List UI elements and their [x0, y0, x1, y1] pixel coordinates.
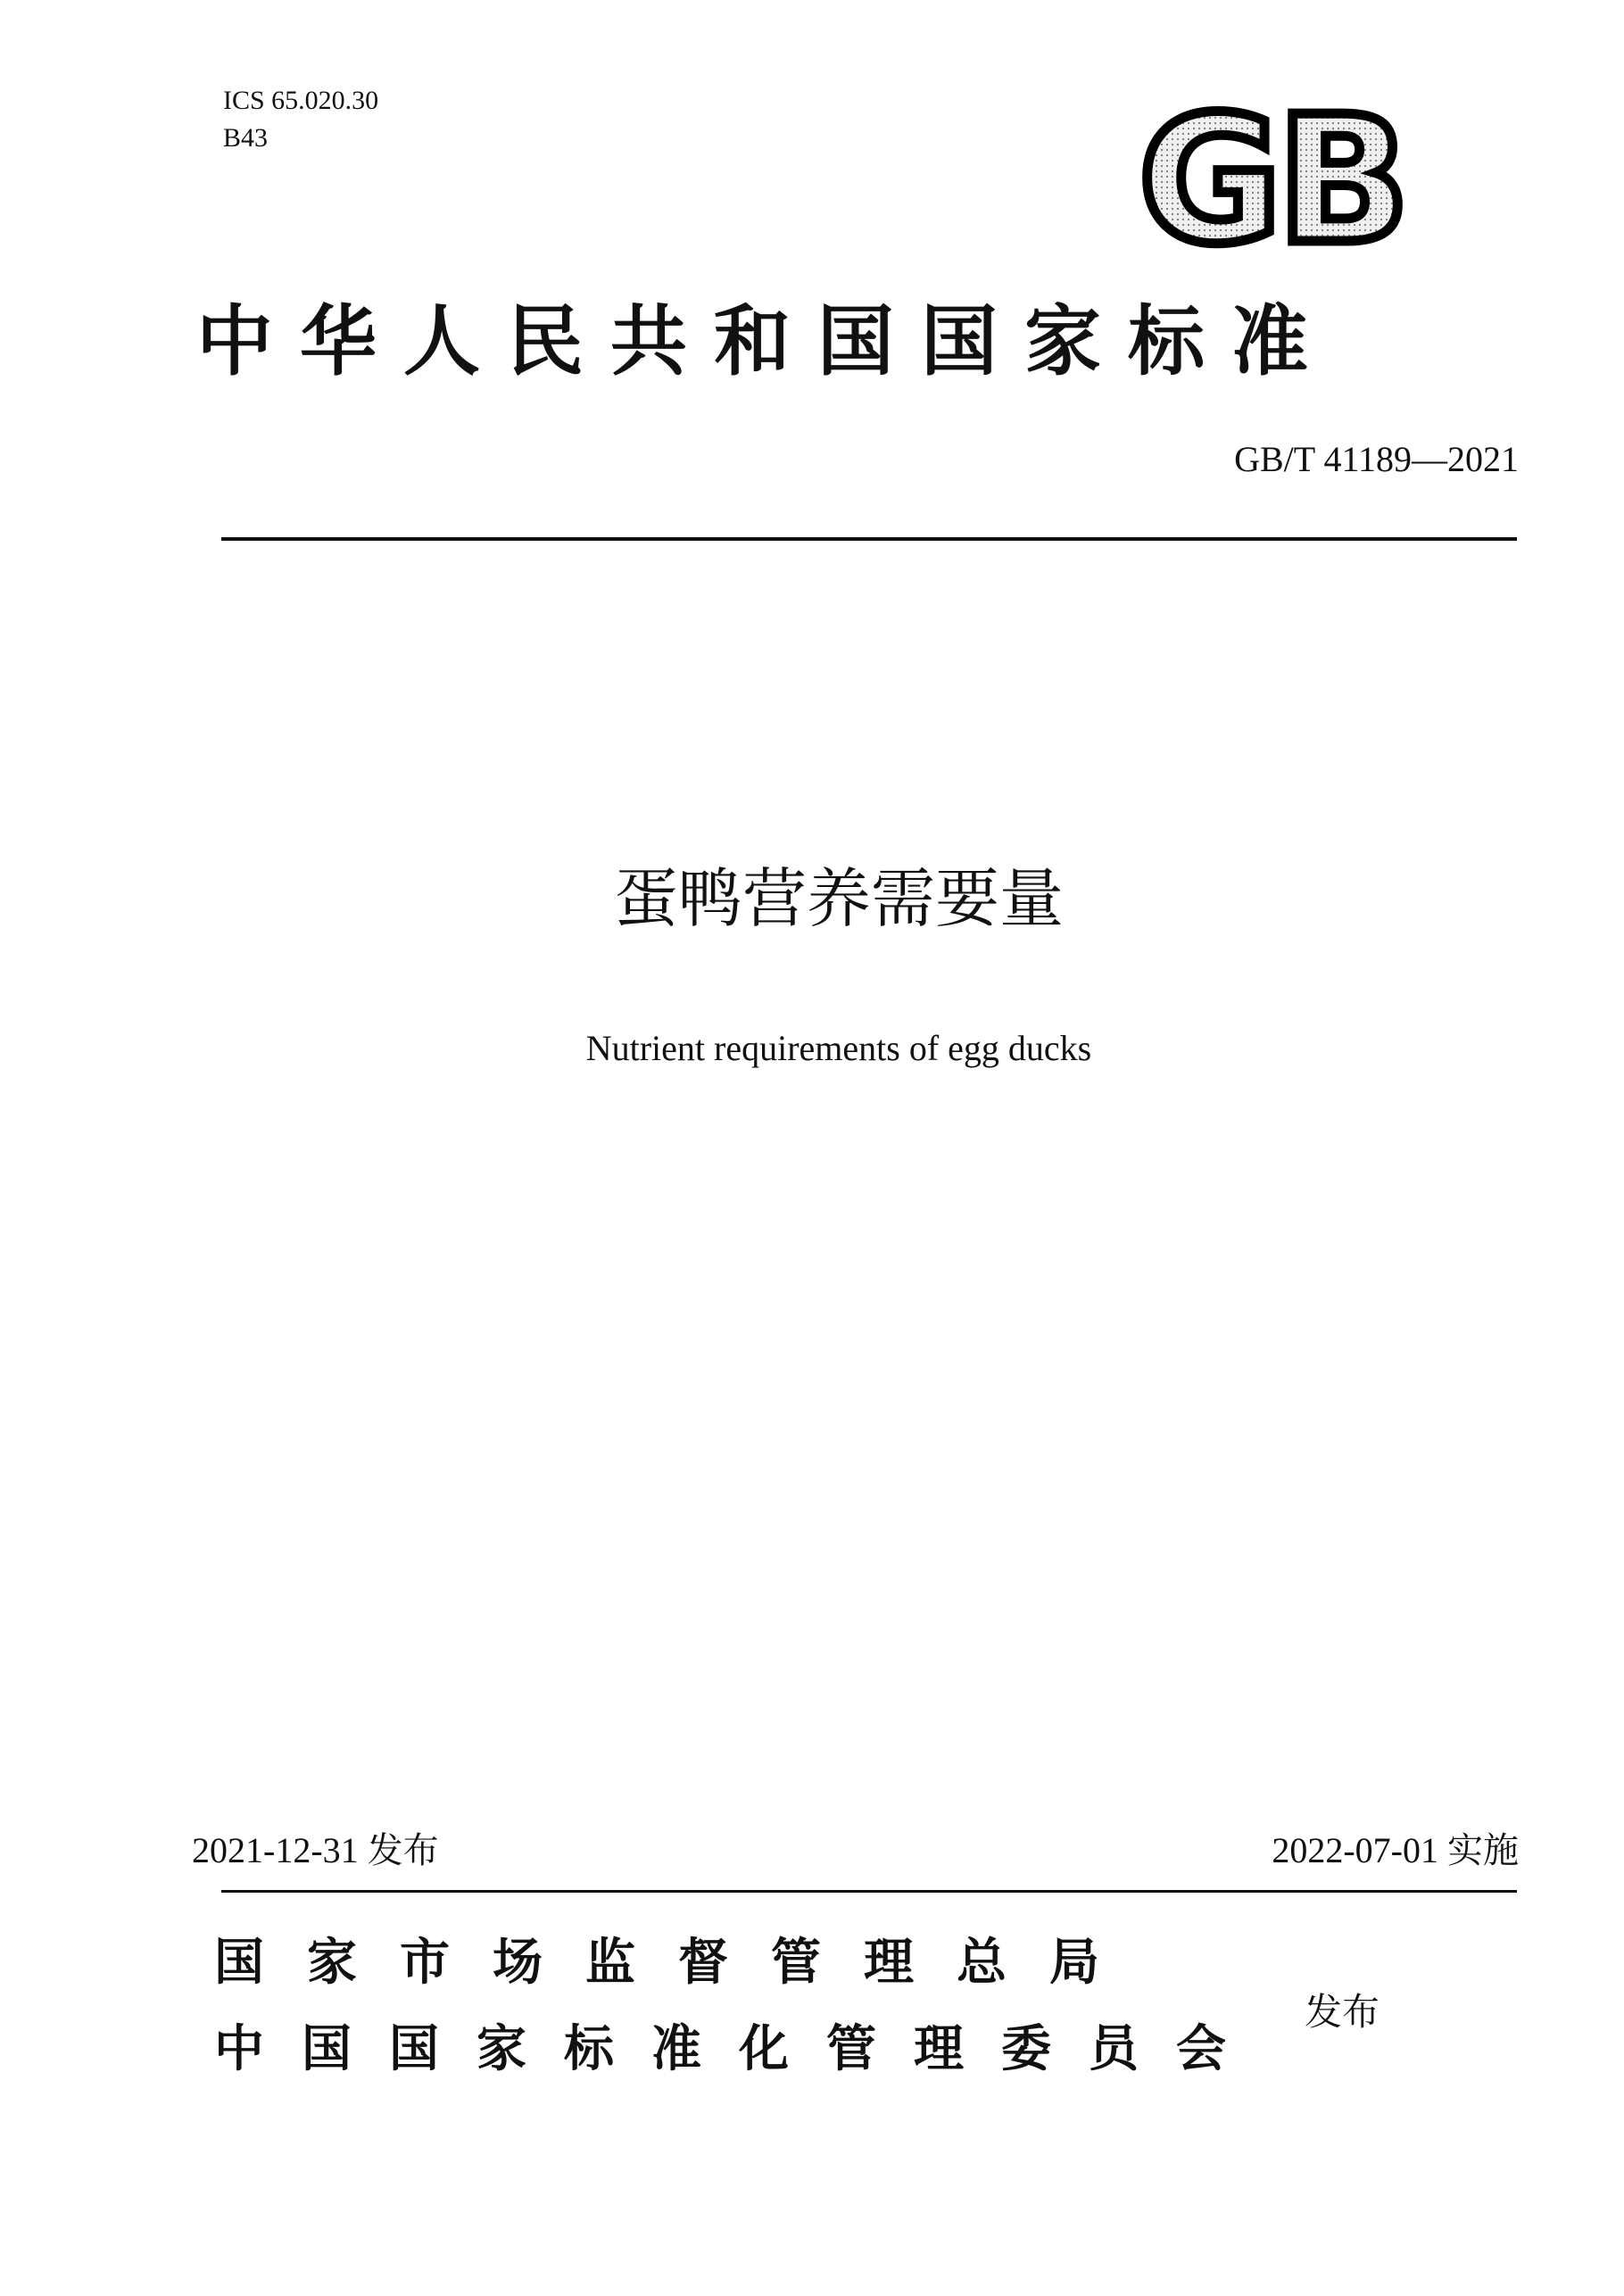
document-title-en: Nutrient requirements of egg ducks — [585, 1028, 1092, 1068]
publisher-sac: 中国国家标准化管理委员会 — [214, 2020, 1264, 2078]
gb-logo-graphic — [1111, 94, 1432, 263]
gb-logo — [1111, 94, 1432, 263]
ccs-code: B43 — [223, 123, 269, 153]
national-standard-title: 中华人民共和国国家标准 — [196, 297, 1335, 386]
gb-logo-letters: GB — [1138, 94, 1405, 263]
publish-label: 发布 — [1305, 1990, 1380, 2034]
ics-code: ICS 65.020.30 — [223, 86, 379, 115]
bottom-divider — [221, 1890, 1517, 1893]
header-codes — [223, 82, 378, 157]
standard-number: GB/T 41189—2021 — [1234, 439, 1519, 479]
publisher-samr: 国家市场监督管理总局 — [214, 1934, 1142, 1992]
issue-date: 2021-12-31 发布 — [192, 1830, 439, 1870]
document-title-cn: 蛋鸭营养需要量 — [613, 861, 1064, 936]
implementation-date: 2022-07-01 实施 — [1272, 1830, 1519, 1870]
top-divider — [221, 537, 1517, 541]
